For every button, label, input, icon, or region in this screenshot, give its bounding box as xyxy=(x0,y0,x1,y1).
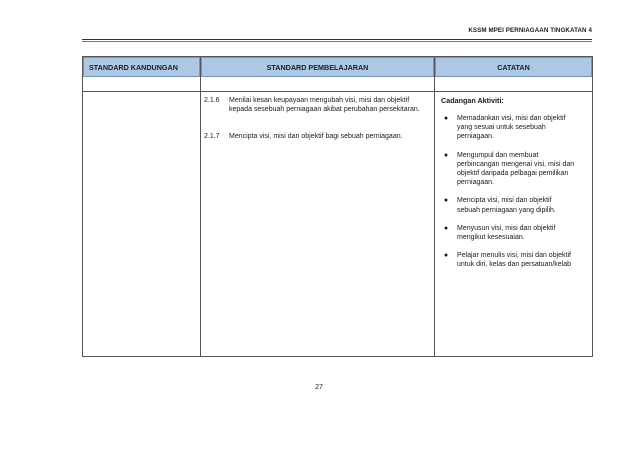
activity-text: Mencipta visi, misi dan objektif sebuah perniagaan yang dipilih. xyxy=(457,197,556,214)
list-item xyxy=(435,151,592,188)
learning-standard-text: Menilai kesan keupayaan mengubah visi, misi dan objektif kepada sesebuah perniagaan akibat perubahan persekitaran. xyxy=(229,97,420,114)
bullet-icon: ● xyxy=(443,115,449,122)
activity-text: Pelajar menulis visi, misi dan objektif untuk diri, kelas dan persatuan/kelab xyxy=(457,252,572,269)
list-item xyxy=(435,114,592,142)
header-cell-catatan xyxy=(435,57,593,92)
learning-standard-item xyxy=(204,96,434,114)
activity-list xyxy=(435,114,592,270)
activity-text: Menyusun visi, misi dan objektif mengikut kesesuaian. xyxy=(457,224,556,242)
table-row xyxy=(83,92,593,357)
learning-standard-text: Mencipta visi, misi dan objektif bagi sebuah perniagaan. xyxy=(229,133,403,141)
learning-standard-item xyxy=(204,132,434,141)
bullet-icon: ● xyxy=(443,252,449,260)
learning-standard-code: 2.1.6 xyxy=(204,97,220,104)
cell-standard-kandungan xyxy=(83,92,201,357)
activity-suggestions-title: Cadangan Aktiviti: xyxy=(441,96,504,105)
column-header-catatan: CATATAN xyxy=(435,57,592,77)
header-cell-standard-kandungan xyxy=(83,57,201,92)
document-header-title: KSSM MPEI PERNIAGAAN TINGKATAN 4 xyxy=(468,27,592,34)
list-item xyxy=(435,224,592,242)
column-header-standard-pembelajaran: STANDARD PEMBELAJARAN xyxy=(201,57,434,77)
bullet-icon: ● xyxy=(443,197,449,205)
bullet-icon: ● xyxy=(443,151,449,159)
curriculum-table xyxy=(82,56,593,357)
header-divider-secondary xyxy=(82,41,592,42)
learning-standard-code: 2.1.7 xyxy=(204,133,220,141)
bullet-icon: ● xyxy=(443,224,449,232)
cell-standard-pembelajaran xyxy=(201,92,435,357)
activity-text: Memadankan visi, misi dan objektif yang sesuai untuk sesebuah perniagaan. xyxy=(457,115,566,141)
header-cell-standard-pembelajaran xyxy=(201,57,435,92)
cell-catatan xyxy=(435,92,593,357)
column-header-standard-kandungan: STANDARD KANDUNGAN xyxy=(83,57,200,77)
activity-text: Mengumpul dan membuat perbincangan mengenai visi, misi dan objektif daripada pelbagai pemilikan perniagaan. xyxy=(457,151,575,187)
list-item xyxy=(435,196,592,214)
table-header-row xyxy=(83,57,593,92)
list-item xyxy=(435,251,592,269)
header-divider xyxy=(82,39,592,40)
page-number: 27 xyxy=(315,384,323,391)
